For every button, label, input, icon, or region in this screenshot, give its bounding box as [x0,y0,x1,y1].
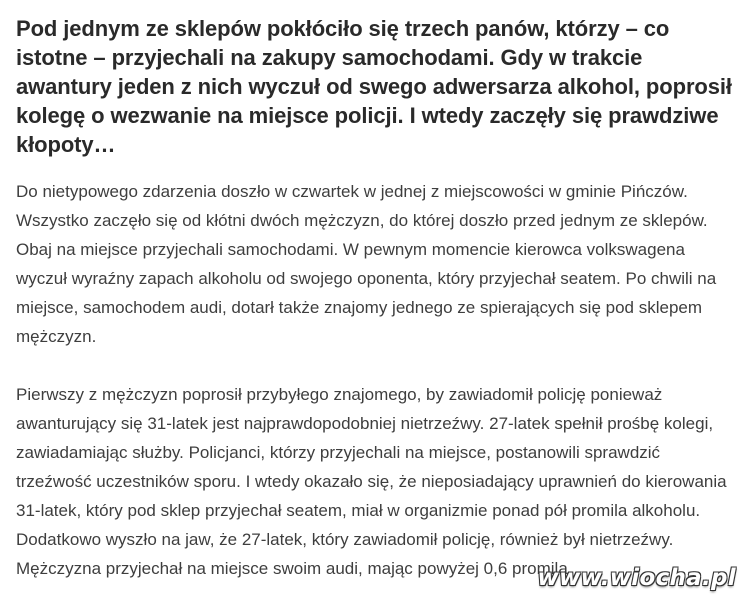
article-paragraph-1: Do nietypowego zdarzenia doszło w czwartek w jednej z miejscowości w gminie Pińczów. Wszystko zaczęło się od kłótni dwóch mężczyzn, do której doszło przed jednym ze sklepów. Obaj na miejsce przyjechali samochodami. W pewnym momencie kierowca volkswagena wyczuł wyraźny zapach alkoholu od swojego oponenta, który przyjechał seatem. Po chwili na miejsce, samochodem audi, dotarł także znajomy jednego ze spierających się pod sklepem mężczyzn. [16,182,717,346]
article [16,14,738,583]
article-paragraph-2: Pierwszy z mężczyzn poprosił przybyłego znajomego, by zawiadomił policję ponieważ awanturujący się 31-latek jest najprawdopodobniej nietrzeźwy. 27-latek spełnił prośbę kolegi, zawiadamiając służby. Policjanci, którzy przyjechali na miejsce, postanowili sprawdzić trzeźwość uczestników sporu. I wtedy okazało się, że nieposiadający uprawnień do kierowania 31-latek, który pod sklep przyjechał seatem, miał w organizmie ponad pół promila alkoholu. Dodatkowo wyszło na jaw, że 27-latek, który zawiadomił policję, również był nietrzeźwy. Mężczyzna przyjechał na miejsce swoim audi, mając powyżej 0,6 promila. [16,385,727,578]
watermark-logo: www.wiocha.pl [537,565,736,591]
article-body [16,177,738,583]
article-headline: Pod jednym ze sklepów pokłóciło się trzech panów, którzy – co istotne – przyjechali na zakupy samochodami. Gdy w trakcie awantury jeden z nich wyczuł od swego adwersarza alkohol, poprosił kolegę o wezwanie na miejsce policji. I wtedy zaczęły się prawdziwe kłopoty… [16,16,732,157]
